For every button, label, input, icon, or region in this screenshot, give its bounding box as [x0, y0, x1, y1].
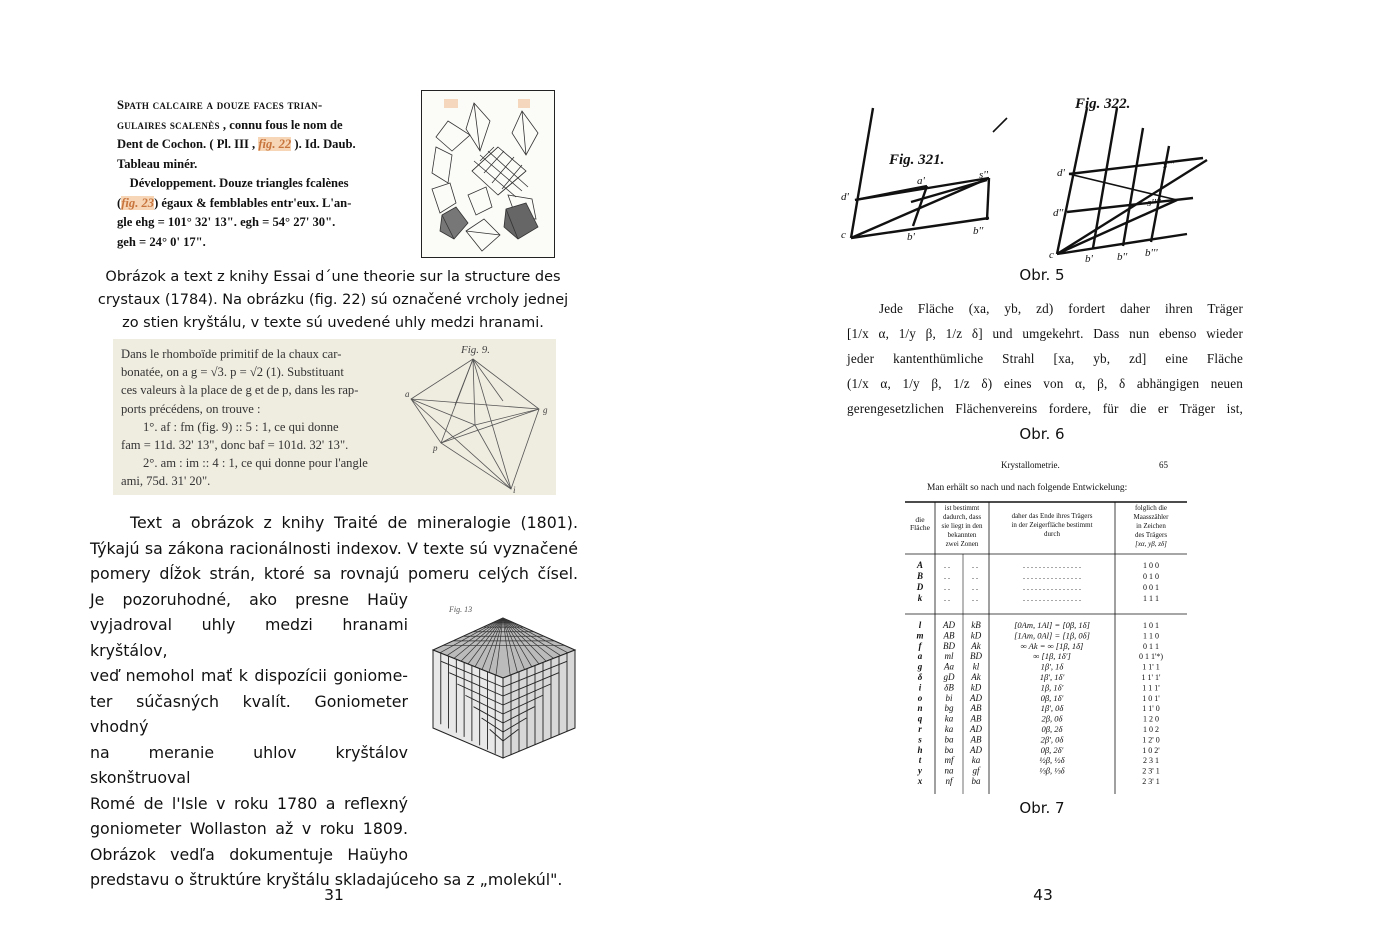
spath-text-run: geh = 24° 0' 17".: [117, 234, 206, 249]
haüy-molecule-crystal-figure: [425, 600, 582, 765]
table-cell: 0β, 2δ': [1040, 744, 1064, 755]
rhombohedron-figure: [403, 339, 556, 495]
table-cell: B: [916, 571, 924, 581]
table-cell: ml: [944, 651, 954, 662]
scan-page-number: 65: [1159, 460, 1168, 470]
fig-321-point: c: [841, 229, 846, 241]
table-cell: . .: [944, 594, 950, 603]
table-cell: ka: [944, 713, 954, 724]
caption-obr-6: Obr. 6: [1019, 425, 1065, 443]
table-cell: 1 1' 1': [1141, 673, 1161, 682]
table-cell: kB: [971, 620, 981, 630]
table-cell: l: [918, 620, 922, 630]
table-cell: AB: [970, 703, 982, 714]
table-cell: kl: [972, 661, 980, 672]
highlighted-figure-ref: fig. 22: [258, 137, 292, 151]
table-cell: BD: [943, 640, 955, 651]
spath-calcaire-scan: [113, 90, 555, 258]
table-cell: Aa: [944, 661, 954, 672]
fig-321-point: s'': [979, 169, 988, 181]
fig-13-label: Fig. 13: [449, 605, 473, 614]
svg-text:i: i: [513, 485, 516, 495]
body-line: veď nemohol mať k dispozícii goniome-: [90, 666, 408, 685]
fig-322-point: d': [1057, 167, 1065, 179]
svg-text:g: g: [543, 405, 548, 415]
fig-321-322-drawing: [841, 88, 1199, 265]
table-cell: 1 0 1: [1143, 621, 1159, 630]
table-header: durch: [1044, 530, 1060, 538]
table-header: sie liegt in den: [941, 522, 983, 530]
spath-text-run: , connu fous le nom de: [219, 117, 343, 132]
table-cell: n: [917, 703, 923, 714]
table-cell: ka: [971, 755, 981, 766]
table-cell: AB: [970, 713, 982, 724]
table-cell: h: [917, 744, 923, 755]
spath-line: [117, 116, 417, 136]
table-cell: 2 3 1: [1143, 756, 1159, 766]
table-cell: AB: [970, 734, 982, 745]
table-cell: 2 3' 1: [1142, 766, 1160, 776]
table-cell: 1 1 0: [1143, 631, 1159, 641]
traite-line: 1°. af : fm (fig. 9) :: 5 : 1, ce qui donne: [143, 419, 339, 434]
spath-line: [117, 233, 417, 253]
table-cell: nf: [945, 776, 953, 786]
table-cell: mf: [944, 755, 954, 766]
table-cell: kD: [970, 630, 982, 641]
body-line: Obrázok vedľa dokumentuje Haüyho: [90, 844, 408, 864]
jede-flache-text: [847, 296, 1243, 421]
table-cell: . .: [972, 583, 978, 592]
fig-322-point: c: [1049, 249, 1054, 261]
fig-321-label: Fig. 321.: [889, 152, 945, 168]
table-cell: . .: [972, 594, 978, 603]
table-header: des Trägers: [1134, 531, 1168, 539]
table-cell: AD: [970, 692, 982, 703]
table-cell: s: [918, 734, 922, 745]
table-header: [xα, yβ, zδ]: [1135, 540, 1167, 548]
jede-line: Jede Fläche (xa, yb, zd) fordert daher ihren Träger: [879, 301, 1243, 316]
table-cell: ba: [944, 734, 954, 745]
table-cell: . .: [972, 572, 978, 581]
table-header: in der Zeigerfläche bestimmt: [1011, 521, 1093, 529]
table-cell: ba: [944, 744, 954, 755]
table-cell: . .: [944, 561, 950, 570]
table-cell: [1Am, 0Al] = [1β, 0δ]: [1014, 630, 1090, 641]
table-cell: 0 0 1: [1143, 583, 1159, 592]
table-cell: gD: [943, 672, 955, 682]
table-cell: A: [916, 560, 924, 570]
spath-text-run: ) égaux & femblables entr'eux. L'an-: [154, 195, 352, 210]
fig-321-point: b'': [973, 225, 984, 237]
molecule-crystal-drawing: [425, 600, 582, 765]
spath-text-run: (: [117, 195, 122, 210]
table-cell: 0 1 1: [1143, 641, 1159, 651]
right-page: [687, 0, 1374, 947]
table-cell: r: [918, 724, 922, 734]
page-number-right: 43: [1033, 886, 1053, 904]
rhombohedron-drawing: [403, 339, 556, 495]
table-header: die: [915, 515, 925, 524]
table-cell: 2β', 0δ: [1040, 734, 1064, 745]
table-cell: 1 0 2: [1143, 725, 1159, 734]
fig-322-point: d'': [1053, 207, 1064, 219]
jede-line: gerengesetzlichen Flächenvereins fordere, für die er Träger ist,: [847, 401, 1243, 416]
spath-line: [117, 135, 417, 155]
table-cell: 0β, 2δ: [1041, 724, 1063, 734]
jede-flache-scan: [845, 296, 1243, 420]
table-cell: 2β, 0δ: [1041, 713, 1063, 724]
page-number-left: 31: [324, 886, 344, 904]
jede-line: jeder kantenthümliche Strahl [xa, yb, zd] eine Fläche: [847, 351, 1243, 366]
table-cell: ka: [944, 724, 954, 734]
table-cell: t: [918, 755, 922, 766]
table-cell: . . . . . . . . . . . . . . .: [1023, 583, 1081, 592]
spath-line: [117, 155, 417, 175]
caption-essai: [88, 266, 578, 335]
table-cell: na: [944, 765, 954, 776]
spath-scan-text: [117, 96, 417, 252]
svg-text:a: a: [405, 389, 410, 399]
table-cell: AD: [970, 724, 982, 734]
table-cell: Ak: [971, 640, 981, 651]
table-cell: o: [917, 692, 923, 703]
caption-obr-7: Obr. 7: [1019, 799, 1065, 817]
spath-text-run: Dent de Cochon. ( Pl. III ,: [117, 137, 259, 151]
table-cell: 1 0 2': [1142, 745, 1160, 755]
table-cell: 1 1' 0: [1142, 704, 1160, 714]
fig-322-label: Fig. 322.: [1075, 96, 1131, 112]
table-cell: δ: [917, 672, 923, 682]
traite-line: ami, 75d. 31' 20".: [121, 474, 211, 489]
table-cell: 1 0 0: [1143, 561, 1159, 570]
traite-line: Dans le rhomboïde primitif de la chaux car-: [121, 347, 342, 361]
traite-line: ces valeurs à la place de g et de p, dans les rap-: [121, 383, 359, 398]
fig-322-point: b': [1085, 253, 1093, 265]
table-cell: 1 2 0: [1143, 714, 1159, 724]
spath-text-run: gle ehg = 101° 32' 13". egh = 54° 27' 30".: [117, 215, 336, 229]
table-cell: bg: [944, 703, 954, 714]
spath-line: [117, 174, 417, 194]
table-cell: 0 1 1'*): [1138, 652, 1164, 662]
table-cell: . . . . . . . . . . . . . . .: [1023, 572, 1081, 581]
jede-line: (1/x α, 1/y β, 1/z δ) eines von α, β, δ abhängigen neuen: [847, 376, 1243, 391]
table-cell: 1β', 1δ': [1039, 672, 1065, 682]
table-cell: AB: [943, 630, 955, 641]
table-cell: ba: [971, 776, 981, 786]
table-cell: ⅓β, ⅓δ: [1039, 765, 1065, 776]
caption-obr-5: Obr. 5: [1019, 266, 1065, 284]
crystal-plate-figure: [421, 90, 555, 258]
table-header: Fläche: [910, 523, 930, 532]
table-cell: BD: [970, 651, 982, 662]
table-cell: gf: [972, 765, 980, 776]
fig-321-322-scan: [841, 88, 1199, 265]
table-header: zwei Zonen: [945, 540, 979, 548]
table-cell: 1 1 1: [1143, 594, 1159, 603]
table-cell: ½β, ½δ: [1039, 755, 1065, 766]
table-cell: Ak: [971, 672, 981, 682]
body-line: Týkajú sa zákona racionálnosti indexov. V texte sú vyznačené: [90, 538, 578, 558]
table-cell: 0 1 0: [1143, 572, 1159, 581]
caption-essai-line: crystaux (1784). Na obrázku (fig. 22) sú označené vrcholy jednej: [97, 292, 569, 308]
krystallometrie-table-scan: [905, 458, 1187, 794]
table-cell: 1 0 1': [1142, 693, 1160, 703]
table-cell: g: [917, 661, 923, 672]
spath-line: [117, 96, 417, 116]
table-cell: AD: [943, 620, 955, 630]
spath-text-run: Spath calcaire a douze faces trian-: [117, 98, 323, 112]
svg-text:p: p: [433, 443, 438, 453]
table-cell: ∞ [1β, 1δ']: [1033, 651, 1071, 662]
body-line: ter súčasných kvalít. Goniometer vhodný: [90, 691, 408, 736]
table-intro: Man erhält so nach und nach folgende Entwickelung:: [927, 483, 1128, 493]
table-cell: . . . . . . . . . . . . . . .: [1023, 594, 1081, 603]
table-cell: m: [916, 630, 924, 641]
table-cell: q: [917, 713, 923, 724]
traite-line: fam = 11d. 32' 13", donc baf = 101d. 32' 13".: [121, 438, 349, 453]
body-line: na meranie uhlov kryštálov skonštruoval: [90, 742, 408, 787]
table-cell: a: [917, 651, 923, 662]
table-cell: . .: [972, 561, 978, 570]
body-line: Romé de l'Isle v roku 1780 a reflexný: [90, 793, 408, 813]
body-line: goniometer Wollaston až v roku 1809.: [90, 819, 408, 838]
fig-321-point: a': [917, 175, 925, 187]
table-cell: D: [916, 582, 924, 592]
traite-scan: [113, 339, 556, 495]
spath-text-run: Développement. Douze triangles fcalènes: [117, 176, 349, 190]
running-head: Krystallometrie.: [1001, 460, 1060, 470]
spath-line: [117, 213, 417, 233]
table-cell: 0β, 1δ': [1040, 692, 1064, 703]
highlighted-figure-ref: fig. 23: [121, 195, 155, 210]
jede-line: [1/x α, 1/y β, 1/z δ] und umgekehrt. Dass nun ebenso wieder: [847, 326, 1243, 341]
fig-321-point: d': [841, 191, 849, 203]
spath-text-run: Tableau minér.: [117, 156, 198, 171]
table-cell: . . . . . . . . . . . . . . .: [1023, 561, 1081, 570]
body-line: Je pozoruhodné, ako presne Haüy: [90, 589, 408, 609]
fig-322-point: b''': [1145, 247, 1158, 259]
table-cell: y: [918, 765, 922, 776]
table-cell: f: [918, 640, 922, 651]
fig-9-label: Fig. 9.: [461, 344, 491, 356]
caption-essai-line: zo stien kryštálu, v texte sú uvedené uhly medzi hranami.: [122, 315, 544, 331]
table-cell: 1β', 1δ: [1040, 661, 1064, 672]
spath-line: [117, 194, 417, 214]
crystal-plate-drawing: [422, 91, 556, 259]
traite-line: bonatée, on a g = √3. p = √2 (1). Substituant: [121, 365, 344, 380]
body-line: pomery dĺžok strán, ktoré sa rovnajú pomeru celých čísel.: [90, 564, 578, 583]
table-cell: [0Am, 1Al] = [0β, 1δ]: [1014, 620, 1090, 630]
caption-essai-line: Obrázok a text z knihy Essai d´une theorie sur la structure des: [105, 269, 561, 285]
table-cell: bi: [945, 692, 953, 703]
table-cell: AD: [970, 744, 982, 755]
fig-322-point: s'''': [1147, 197, 1161, 209]
table-cell: x: [917, 776, 923, 786]
table-cell: 1 1 1': [1142, 683, 1160, 693]
table-cell: . .: [944, 572, 950, 581]
traite-scan-text: [121, 345, 409, 491]
table-cell: k: [917, 593, 923, 603]
table-header: ist bestimmt: [944, 504, 980, 512]
table-cell: i: [918, 682, 922, 693]
table-header: Maasszähler: [1133, 513, 1169, 521]
spath-text-run: ). Id. Daub.: [291, 137, 356, 151]
spath-text-run: gulaires scalenès: [117, 117, 220, 132]
table-cell: . .: [944, 583, 950, 592]
traite-line: 2°. am : im :: 4 : 1, ce qui donne pour l'angle: [143, 456, 368, 471]
table-header: folglich die: [1134, 504, 1168, 512]
fig-321-point: b': [907, 231, 915, 243]
development-table: [905, 500, 1187, 794]
table-cell: 1β, 1δ': [1040, 682, 1064, 693]
body-line: predstavu o štruktúre kryštálu skladajúceho sa z „molekúl".: [90, 870, 563, 889]
table-cell: 1 1' 1: [1142, 662, 1160, 672]
traite-line: ports précédens, on trouve :: [121, 401, 261, 416]
table-header: daher das Ende ihres Trägers: [1011, 512, 1093, 520]
table-header: dadurch, dass: [942, 513, 982, 521]
table-header: bekannten: [947, 531, 977, 539]
body-line: Text a obrázok z knihy Traité de mineralogie (1801).: [130, 513, 578, 532]
table-cell: δB: [944, 682, 954, 693]
table-cell: 1β', 0δ: [1040, 703, 1064, 714]
fig-322-point: s''': [1163, 159, 1175, 171]
table-header: in Zeichen: [1136, 522, 1166, 530]
table-cell: ∞ Ak = ∞ [1β, 1δ]: [1020, 640, 1084, 651]
table-cell: kD: [970, 682, 982, 693]
table-cell: 2 3' 1: [1142, 777, 1160, 786]
fig-322-point: b'': [1117, 251, 1128, 263]
table-cell: 1 2' 0: [1142, 735, 1160, 745]
body-line: vyjadroval uhly medzi hranami kryštálov,: [90, 615, 408, 660]
